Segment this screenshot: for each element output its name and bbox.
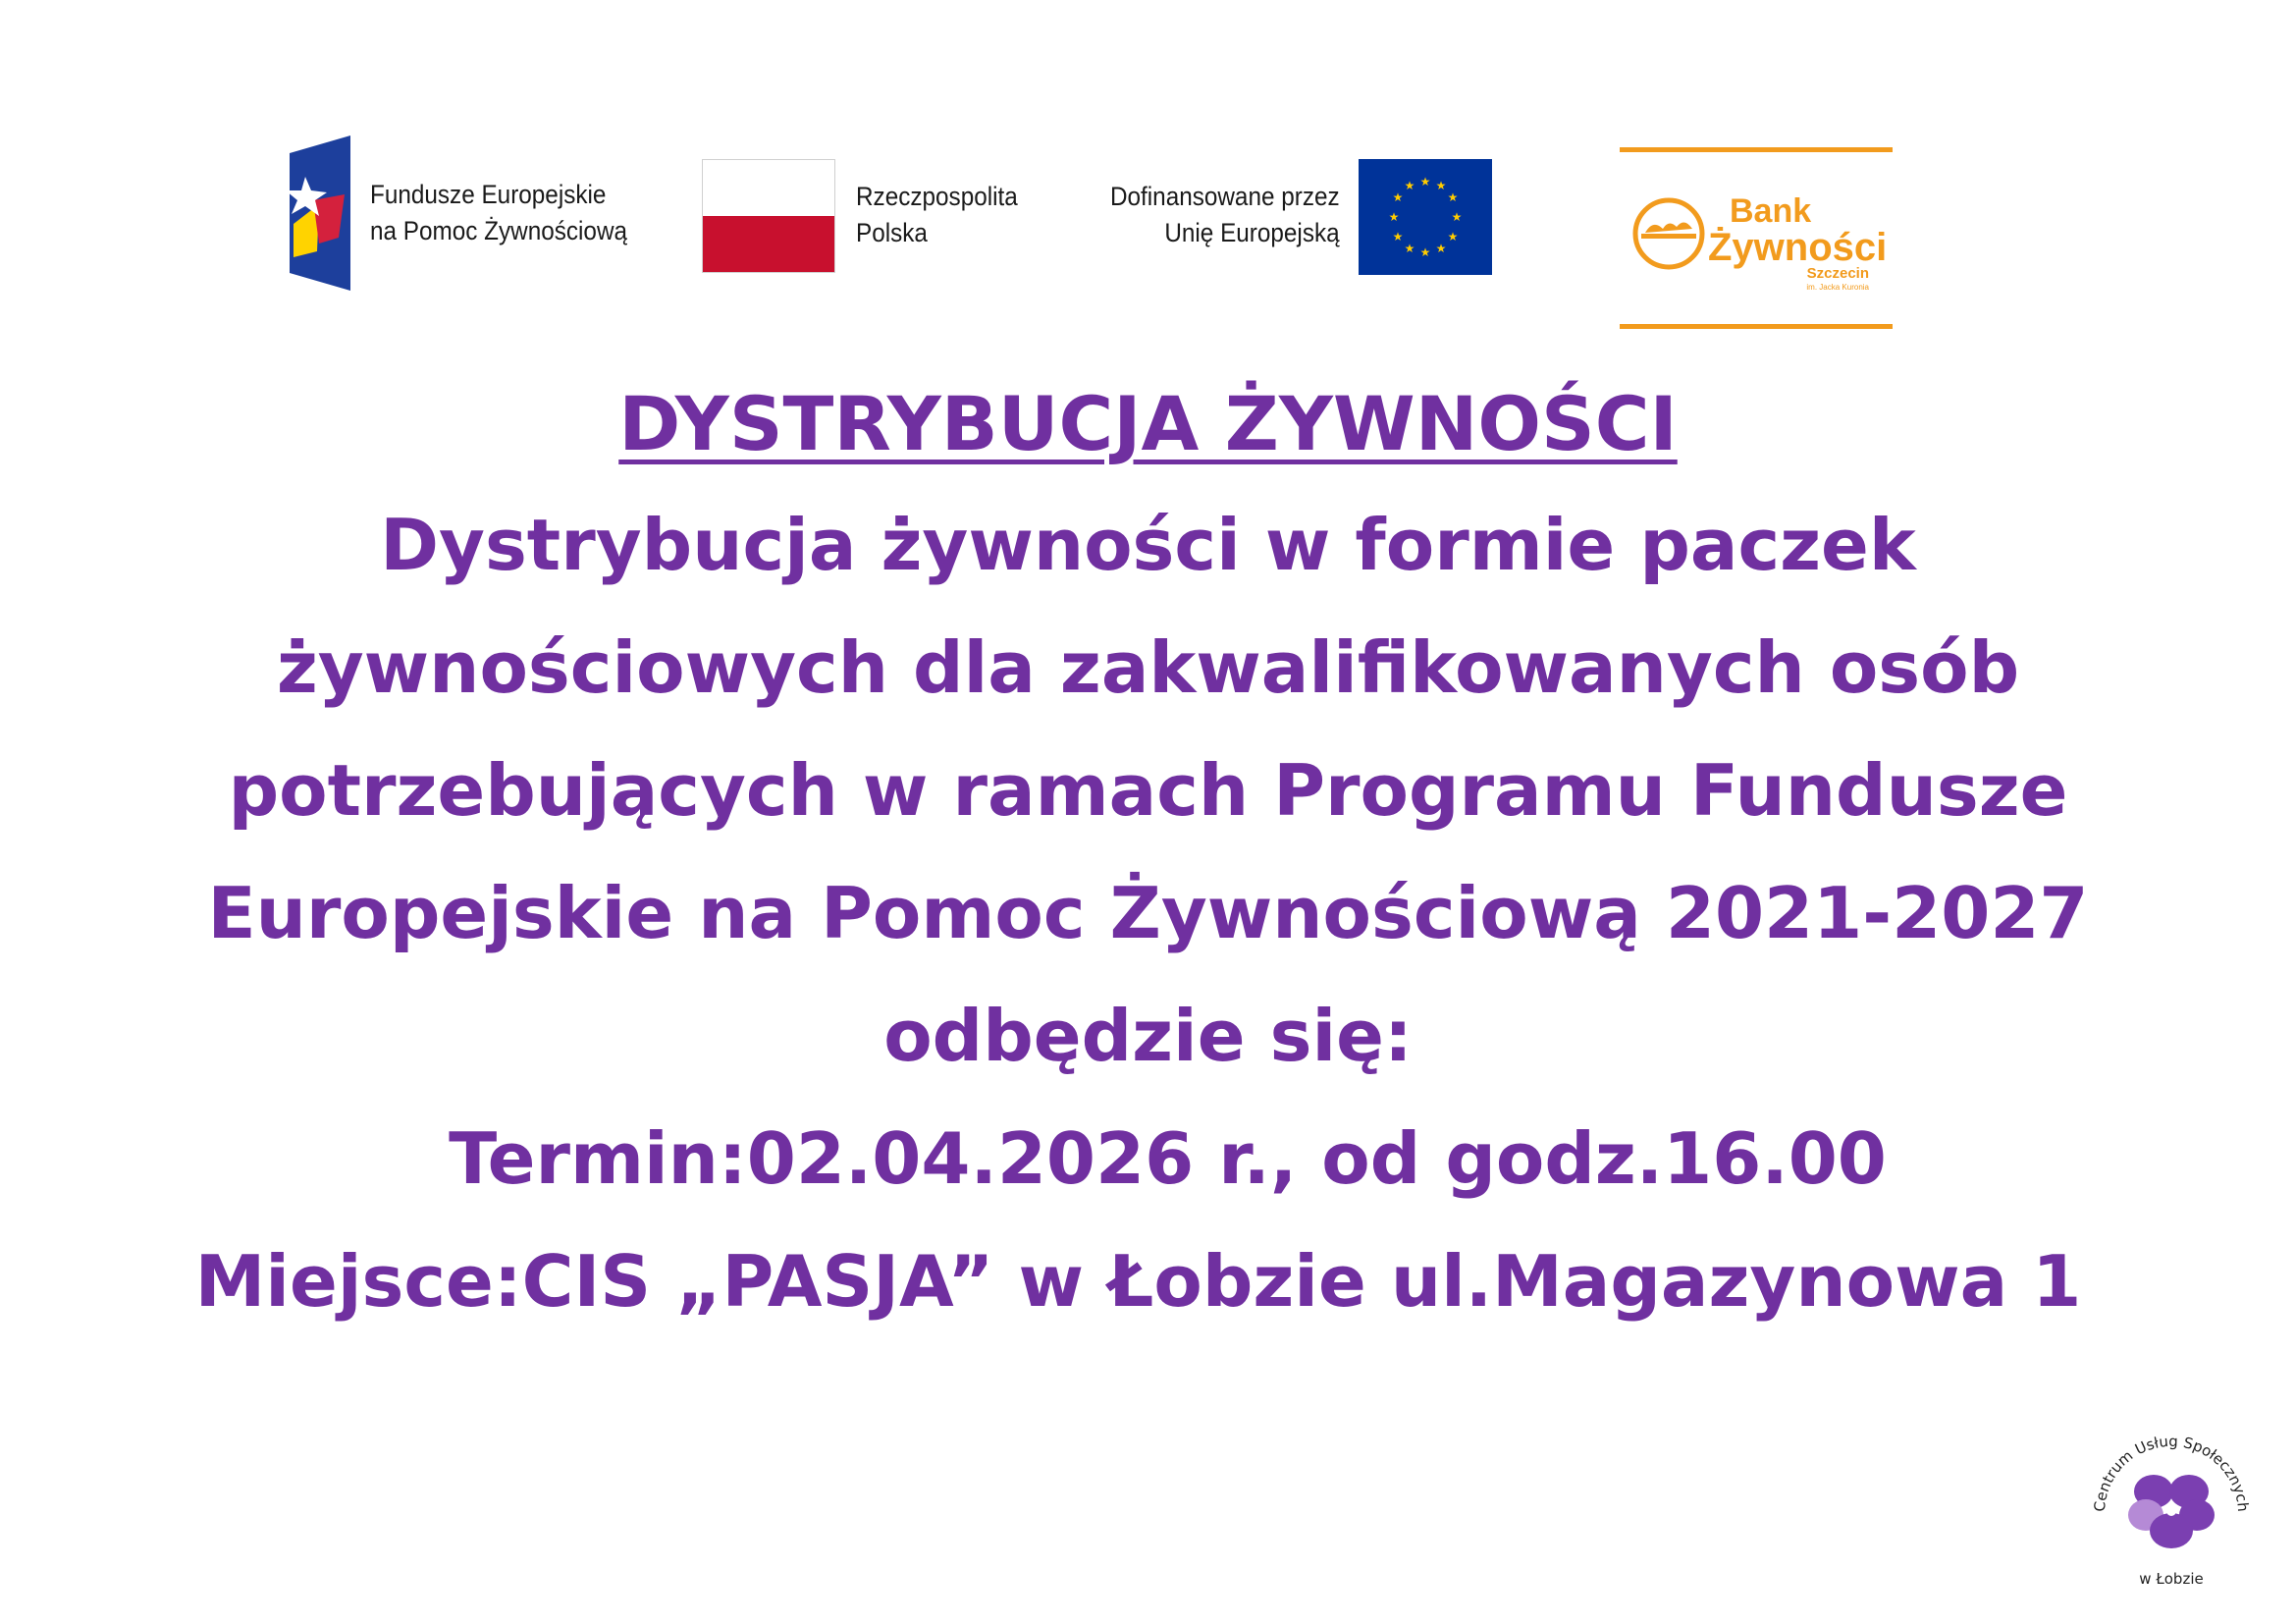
fepz-line2: na Pomoc Żywnościową: [370, 216, 628, 245]
svg-text:★: ★: [1435, 242, 1447, 255]
eu-flag-icon: [1359, 159, 1492, 275]
eu-line1: Dofinansowane przez: [1110, 182, 1340, 211]
logo-header: [0, 0, 2296, 334]
poland-logo: [702, 159, 1045, 277]
fepz-logo: [290, 135, 682, 293]
food-bank-emblem-icon: [1631, 196, 1706, 271]
food-bank-patron: im. Jacka Kuronia: [1806, 283, 1869, 292]
cus-logo: [2083, 1419, 2260, 1596]
food-bank-city: Szczecin: [1806, 265, 1869, 282]
body-line-1: Dystrybucja żywności w formie paczek: [380, 504, 1916, 586]
eu-line2: Unię Europejską: [1164, 218, 1340, 247]
food-bank-logo: [1620, 147, 1893, 330]
svg-text:★: ★: [1419, 175, 1431, 189]
food-bank-word2: Żywności: [1708, 226, 1888, 269]
food-bank-bottom-rule: [1620, 324, 1893, 329]
eu-logo: [1080, 159, 1492, 277]
poland-line1: Rzeczpospolita: [856, 182, 1018, 211]
body-line-3: potrzebujących w ramach Programu Fundusze: [228, 749, 2068, 832]
fepz-emblem-icon: [290, 135, 354, 291]
violet-flower-icon: [2128, 1475, 2215, 1548]
svg-text:★: ★: [1447, 190, 1459, 204]
svg-text:★: ★: [1419, 245, 1431, 259]
svg-text:★: ★: [1388, 210, 1400, 224]
svg-text:★: ★: [1451, 210, 1463, 224]
poland-line2: Polska: [856, 218, 928, 247]
svg-text:★: ★: [1447, 230, 1459, 244]
body-line-5: odbędzie się:: [883, 995, 1413, 1077]
svg-text:★: ★: [1404, 179, 1415, 192]
cus-ring-text: Centrum Usług Społecznych: [2090, 1432, 2253, 1513]
food-bank-top-rule: [1620, 147, 1893, 152]
svg-text:★: ★: [1435, 179, 1447, 192]
food-bank-word1: Bank: [1730, 192, 1812, 230]
svg-text:★: ★: [1404, 242, 1415, 255]
cus-bottom-text: w Łobzie: [2139, 1570, 2204, 1588]
fepz-line1: Fundusze Europejskie: [370, 180, 607, 209]
body-line-4: Europejskie na Pomoc Żywnościową 2021-2027: [207, 872, 2089, 954]
body-line-2: żywnościowych dla zakwalifikowanych osób: [276, 626, 2020, 709]
page-title: DYSTRYBUCJA ŻYWNOŚCI: [618, 380, 1678, 467]
date-line: Termin:02.04.2026 r., od godz.16.00: [449, 1117, 1887, 1200]
location-line: Miejsce:CIS „PASJA” w Łobzie ul.Magazynowa 1: [194, 1240, 2082, 1323]
polish-flag-icon: [702, 159, 835, 273]
svg-text:★: ★: [1392, 190, 1404, 204]
svg-text:★: ★: [1392, 230, 1404, 244]
